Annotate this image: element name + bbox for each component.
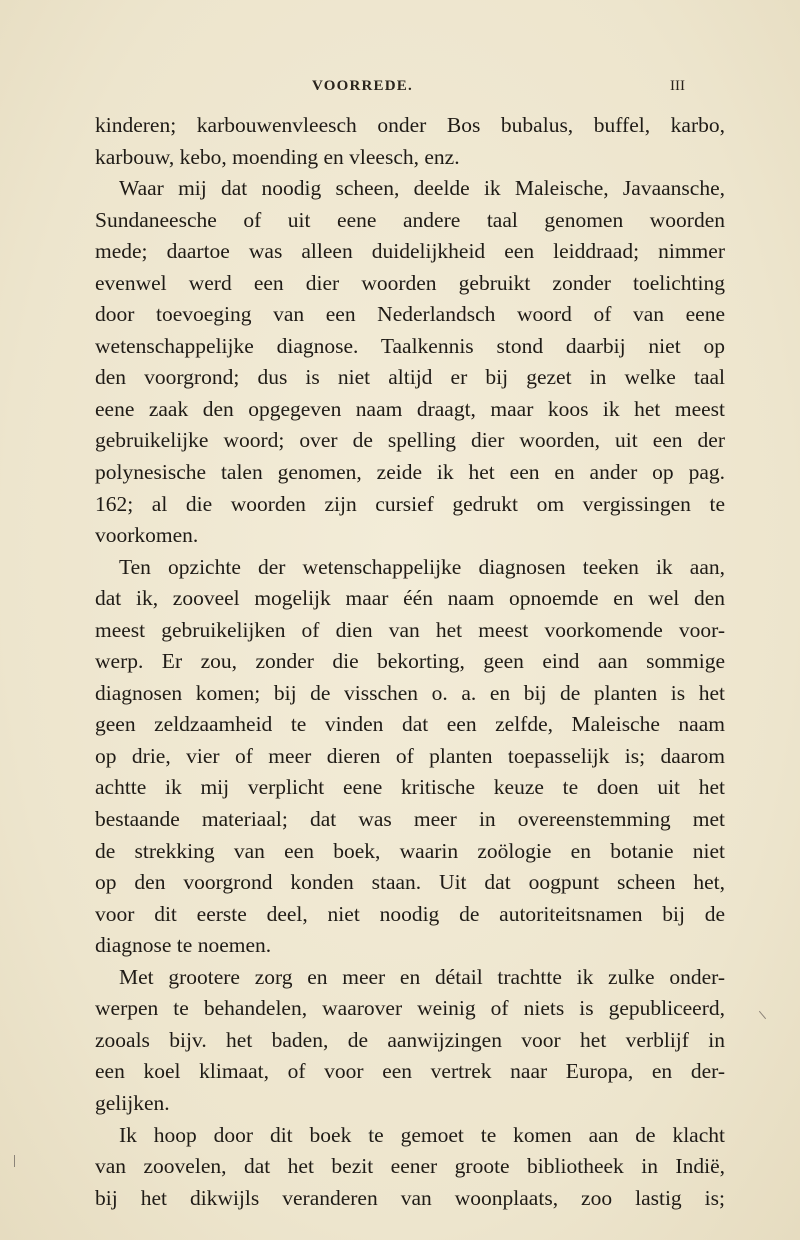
text-line: bestaande materiaal; dat was meer in overeenstemming met <box>95 807 725 832</box>
text-line: werpen te behandelen, waarover weinig of niets is gepubliceerd, <box>95 996 725 1021</box>
text-line: meest gebruikelijken of dien van het meest voorkomende voor- <box>95 617 725 642</box>
text-line: evenwel werd een dier woorden gebruikt zonder toelichting <box>95 270 725 295</box>
text-line: achtte ik mij verplicht eene kritische keuze te doen uit het <box>95 775 725 800</box>
text-line: gebruikelijke woord; over de spelling dier woorden, uit een der <box>95 428 725 453</box>
text-line: een koel klimaat, of voor een vertrek naar Europa, en der- <box>95 1059 725 1084</box>
text-line: polynesische talen genomen, zeide ik het een en ander op pag. <box>95 460 725 485</box>
running-head <box>0 78 800 102</box>
text-line: Sundaneesche of uit eene andere taal genomen woorden <box>95 207 725 232</box>
text-line: voorkomen. <box>95 523 199 548</box>
paper-speck <box>759 1011 766 1019</box>
text-line: zooals bijv. het baden, de aanwijzingen voor het verblijf in <box>95 1027 725 1052</box>
text-line: door toevoeging van een Nederlandsch woord of van eene <box>95 302 725 327</box>
text-line: Waar mij dat noodig scheen, deelde ik Maleische, Javaansche, <box>119 176 725 201</box>
page-number: III <box>670 78 685 94</box>
text-line: voor dit eerste deel, niet noodig de autoriteitsnamen bij de <box>95 901 725 926</box>
text-line: Ten opzichte der wetenschappelijke diagnosen teeken ik aan, <box>119 554 725 579</box>
text-line: van zoovelen, dat het bezit eener groote bibliotheek in Indië, <box>95 1154 725 1179</box>
text-line: bij het dikwijls veranderen van woonplaats, zoo lastig is; <box>95 1185 725 1210</box>
text-line: geen zeldzaamheid te vinden dat een zelfde, Maleische naam <box>95 712 725 737</box>
text-line: op den voorgrond konden staan. Uit dat oogpunt scheen het, <box>95 870 725 895</box>
text-line: diagnosen komen; bij de visschen o. a. en bij de planten is het <box>95 680 725 705</box>
text-line: werp. Er zou, zonder die bekorting, geen eind aan sommige <box>95 649 725 674</box>
text-line: de strekking van een boek, waarin zoölogie en botanie niet <box>95 838 725 863</box>
text-line: den voorgrond; dus is niet altijd er bij gezet in welke taal <box>95 365 725 390</box>
body-text <box>95 110 725 1214</box>
text-line: gelijken. <box>95 1090 170 1115</box>
text-line: op drie, vier of meer dieren of planten toepasselijk is; daarom <box>95 743 725 768</box>
paper-speck <box>14 1155 15 1167</box>
text-line: Met grootere zorg en meer en détail trachtte ik zulke onder- <box>119 964 725 989</box>
text-line: 162; al die woorden zijn cursief gedrukt om vergissingen te <box>95 491 725 516</box>
text-line: wetenschappelijke diagnose. Taalkennis stond daarbij niet op <box>95 333 725 358</box>
running-title: VOORREDE. <box>312 78 413 94</box>
text-line: kinderen; karbouwenvleesch onder Bos bubalus, buffel, karbo, <box>95 113 725 137</box>
text-line: Ik hoop door dit boek te gemoet te komen aan de klacht <box>119 1122 725 1147</box>
text-line: diagnose te noemen. <box>95 933 272 958</box>
text-line: karbouw, kebo, moending en vleesch, enz. <box>95 144 460 169</box>
text-line: eene zaak den opgegeven naam draagt, maar koos ik het meest <box>95 396 725 421</box>
text-line: mede; daartoe was alleen duidelijkheid een leiddraad; nimmer <box>95 239 725 264</box>
text-line: dat ik, zooveel mogelijk maar één naam opnoemde en wel den <box>95 586 725 611</box>
